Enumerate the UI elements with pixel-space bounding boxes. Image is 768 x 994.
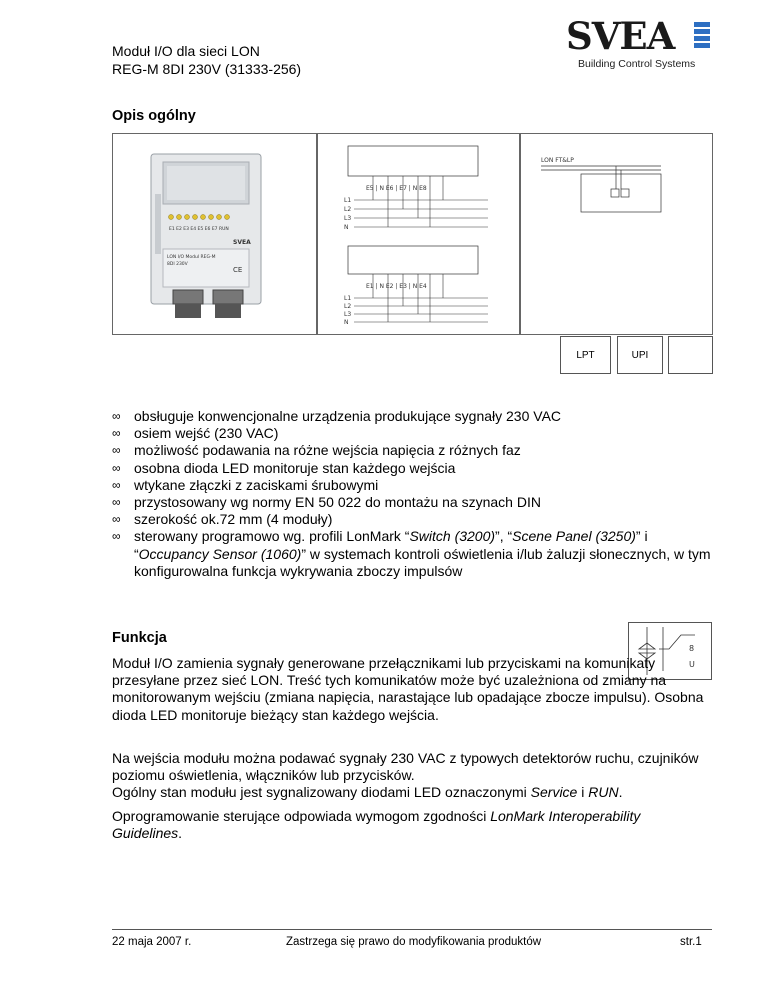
wiring-bottom-terminals: E1 | N E2 | E3 | N E4 (366, 283, 427, 290)
wiring-diagram-drawing (318, 134, 519, 334)
list-item: ∞ szerokość ok.72 mm (4 moduły) (112, 511, 333, 528)
footer-page-number: str.1 (680, 936, 702, 948)
bullet-icon: ∞ (112, 426, 121, 441)
symbol-empty (668, 336, 713, 374)
symbol-upi: UPI (617, 336, 663, 374)
bus-diagram (520, 133, 713, 335)
feature-list (112, 408, 712, 580)
svg-text:L2: L2 (344, 206, 352, 213)
device-brand: SVEA (233, 239, 251, 246)
list-item: ∞ wtykane złączki z zaciskami śrubowymi (112, 476, 379, 493)
footer-date: 22 maja 2007 r. (112, 936, 192, 948)
svg-text:L1: L1 (344, 295, 352, 302)
logo-wordmark: SVEA (566, 14, 675, 58)
bullet-icon: ∞ (112, 495, 121, 510)
svg-text:L3: L3 (344, 311, 352, 318)
bullet-icon: ∞ (112, 409, 121, 423)
svg-text:N: N (344, 319, 349, 326)
symbol-label-8: 8 (689, 644, 695, 653)
device-model-line2: 8DI 230V (167, 262, 188, 267)
svg-text:N: N (344, 224, 349, 231)
list-item: ∞ sterowany programowo wg. profili LonMark “Switch (3200)”, “Scene Panel (3250)” i “Occupancy Sensor (1060)” w systemach kontroli oświetlenia i/lub żaluzji słonecznych, w tym konfigurowalna funkcja wykrywania zboczy impulsów (112, 528, 711, 579)
device-illustration (113, 134, 316, 334)
header-title-line1: Moduł I/O dla sieci LON (112, 43, 260, 59)
product-photo (112, 133, 317, 335)
symbol-label-u: U (689, 660, 695, 669)
list-item: ∞ osobna dioda LED monitoruje stan każdego wejścia (112, 459, 456, 476)
list-item: ∞ osiem wejść (230 VAC) (112, 425, 279, 442)
section-title-function: Funkcja (112, 630, 167, 646)
list-item: ∞ obsługuje konwencjonalne urządzenia produkujące sygnały 230 VAC (112, 408, 562, 424)
function-paragraph-4: Oprogramowanie sterujące odpowiada wymogom zgodności LonMark Interoperability Guidelines. (112, 808, 641, 842)
bullet-icon: ∞ (112, 529, 121, 544)
bullet-icon: ∞ (112, 443, 121, 458)
function-paragraph-1: Moduł I/O zamienia sygnały generowane przełącznikami lub przyciskami na komunikaty przesyłane przez sieć LON. Treść tych komunikatów może być uzależniona od zmiany na monitorowanym wejściu (zmiana napięcia, narastające lub opadające zbocze impulsu). Osobna dioda LED monitoruje bieżący stan każdego wejścia. (112, 655, 704, 723)
svg-text:L2: L2 (344, 303, 352, 310)
function-paragraph-2: Na wejścia modułu można podawać sygnały 230 VAC z typowych detektorów ruchu, czujników poziomu oświetlenia, włączników lub przycisków. (112, 750, 699, 784)
bullet-icon: ∞ (112, 460, 121, 475)
document-header (112, 42, 301, 78)
svg-text:L3: L3 (344, 215, 352, 222)
section-title-general: Opis ogólny (112, 108, 196, 124)
svg-text:CE: CE (233, 266, 243, 274)
footer-notice: Zastrzega się prawo do modyfikowania produktów (286, 936, 542, 948)
header-title-line2: REG-M 8DI 230V (31333-256) (112, 61, 302, 77)
function-paragraph-3: Ogólny stan modułu jest sygnalizowany diodami LED oznaczonymi Service i RUN. (112, 784, 623, 800)
device-channel-labels: E1 E2 E3 E4 E5 E6 E7 RUN (169, 227, 229, 232)
list-item: ∞ możliwość podawania na różne wejścia napięcia z różnych faz (112, 442, 521, 459)
bullet-icon: ∞ (112, 512, 121, 527)
wiring-top-terminals: E5 | N E6 | E7 | N E8 (366, 185, 427, 192)
list-item: ∞ przystosowany wg normy EN 50 022 do montażu na szynach DIN (112, 494, 541, 511)
wiring-diagram (317, 133, 520, 335)
device-model-line1: LON I/O Modul REG-M (167, 255, 216, 260)
svea-logo (566, 16, 714, 74)
footer-divider (112, 929, 712, 930)
symbol-lpt: LPT (560, 336, 611, 374)
bus-diagram-drawing (521, 134, 712, 334)
bullet-icon: ∞ (112, 477, 121, 492)
logo-bars-icon (694, 22, 710, 50)
logo-tagline: Building Control Systems (578, 58, 696, 70)
svg-text:L1: L1 (344, 197, 352, 204)
bus-label: LON FT&LP (541, 157, 574, 164)
